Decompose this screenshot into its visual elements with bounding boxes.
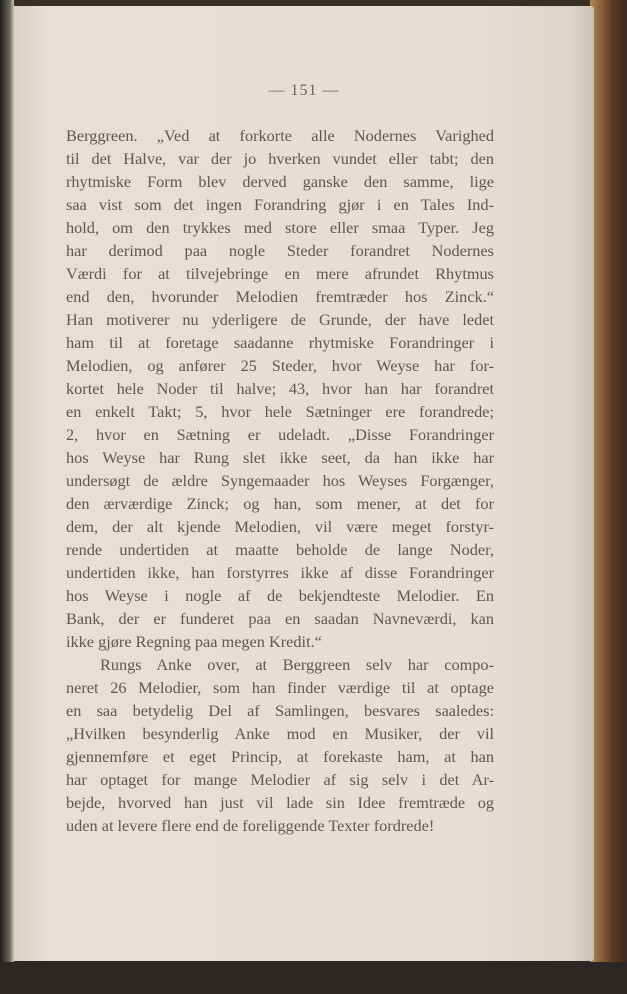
text-line: neret 26 Melodier, som han finder værdige til at optage	[66, 678, 494, 697]
text-line: en enkelt Takt; 5, hvor hele Sætninger ere forandrede;	[66, 402, 494, 421]
text-line: en saa betydelig Del af Samlingen, besvares saaledes:	[66, 701, 494, 720]
text-line: undertiden ikke, han forstyrres ikke af disse Forandringer	[66, 563, 494, 582]
text-line: undersøgt de ældre Syngemaader hos Weyses Forgænger,	[66, 471, 494, 490]
text-line: bejde, hvorved han just vil lade sin Idee fremtræde og	[66, 793, 494, 812]
text-line: Han motiverer nu yderligere de Grunde, der have ledet	[66, 310, 494, 329]
book-page	[14, 6, 594, 961]
text-line: ikke gjøre Regning paa megen Kredit.“	[66, 632, 322, 651]
text-line: hos Weyse har Rung slet ikke seet, da han ikke har	[66, 448, 494, 467]
text-line: Værdi for at tilvejebringe en mere afrundet Rhytmus	[66, 264, 494, 283]
text-line: har derimod paa nogle Steder forandret Nodernes	[66, 241, 494, 260]
text-line: den ærværdige Zinck; og han, som mener, at det for	[66, 494, 494, 513]
text-line: Bank, der er funderet paa en saadan Navneværdi, kan	[66, 609, 494, 628]
text-line: rende undertiden at maatte beholde de lange Noder,	[66, 540, 494, 559]
text-line: 2, hvor en Sætning er udeladt. „Disse Forandringer	[66, 425, 494, 444]
book-gutter	[0, 0, 14, 994]
text-line: Rungs Anke over, at Berggreen selv har compo-	[100, 655, 494, 674]
text-line: hold, om den trykkes med store eller smaa Typer. Jeg	[66, 218, 494, 237]
book-cover-edge	[590, 0, 627, 965]
text-line: rhytmiske Form blev derved ganske den samme, lige	[66, 172, 494, 191]
text-line: ham til at foretage saadanne rhytmiske Forandringer i	[66, 333, 494, 352]
text-line: hos Weyse i nogle af de bekjendteste Melodier. En	[66, 586, 494, 605]
text-line: gjennemføre et eget Princip, at forekaste ham, at han	[66, 747, 494, 766]
text-line: til det Halve, var der jo hverken vundet eller tabt; den	[66, 149, 494, 168]
book-bottom-edge	[0, 962, 627, 994]
text-line: har optaget for mange Melodier af sig selv i det Ar-	[66, 770, 494, 789]
text-line: „Hvilken besynderlig Anke mod en Musiker, der vil	[66, 724, 494, 743]
body-text	[66, 124, 494, 837]
page-number: — 151 —	[268, 82, 340, 99]
text-line: end den, hvorunder Melodien fremtræder hos Zinck.“	[66, 287, 494, 306]
text-line: Berggreen. „Ved at forkorte alle Nodernes Varighed	[66, 126, 494, 145]
text-line: kortet hele Noder til halve; 43, hvor han har forandret	[66, 379, 494, 398]
text-line: Melodien, og anfører 25 Steder, hvor Weyse har for-	[66, 356, 494, 375]
text-line: saa vist som det ingen Forandring gjør i en Tales Ind-	[66, 195, 494, 214]
text-line: dem, der alt kjende Melodien, vil være meget forstyr-	[66, 517, 494, 536]
text-line: uden at levere flere end de foreliggende Texter fordrede!	[66, 816, 435, 835]
